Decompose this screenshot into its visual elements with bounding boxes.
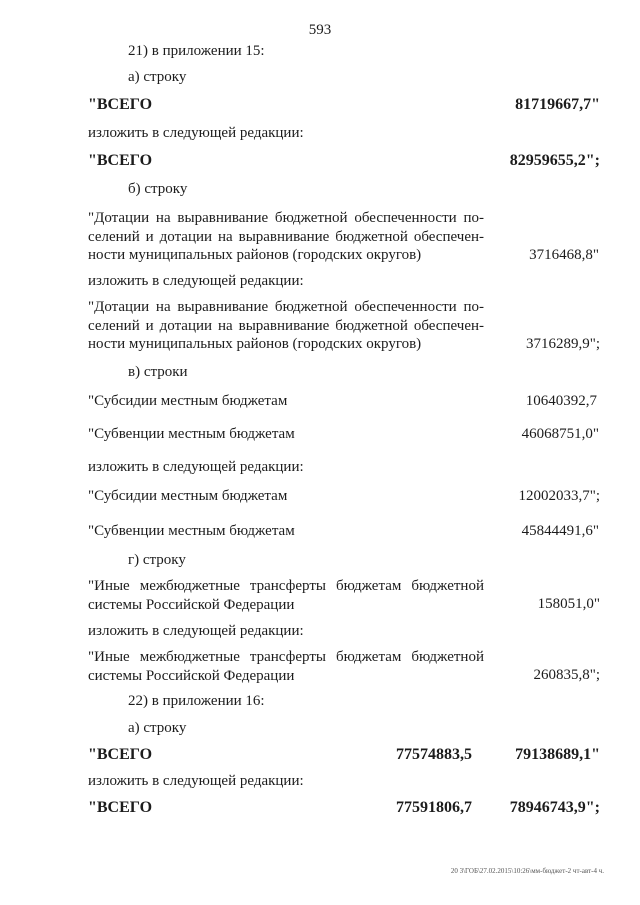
item22-a-new-value1: 77591806,7 <box>396 799 472 816</box>
item21-v-instruction: изложить в следующей редакции: <box>88 459 304 475</box>
item21-v-label: в) строки <box>128 364 188 380</box>
item21-v-old-subventions-label: "Субвенции местным бюджетам <box>88 426 295 442</box>
item22-a-old-value2: 79138689,1" <box>515 746 600 763</box>
item21-b-old-value: 3716468,8" <box>529 247 599 263</box>
item22-a-old-label: "ВСЕГО <box>88 746 153 763</box>
item21-v-new-subsidies-label: "Субсидии местным бюджетам <box>88 488 288 504</box>
item21-a-new-label: "ВСЕГО <box>88 152 153 169</box>
item21-v-new-subventions-value: 45844491,6" <box>521 523 599 539</box>
item21-b-label: б) строку <box>128 181 188 197</box>
item21-b-new-value: 3716289,9"; <box>525 336 600 352</box>
item21-a-old-value: 81719667,7" <box>515 96 600 113</box>
item21-heading: 21) в приложении 15: <box>128 43 265 59</box>
text-line: ности муниципальных районов (городских округов) <box>88 247 422 263</box>
page-number: 593 <box>308 22 332 38</box>
item21-a-new-value: 82959655,2"; <box>509 152 600 169</box>
item21-v-new-subsidies-value: 12002033,7"; <box>518 488 600 504</box>
item21-v-old-subsidies-value: 10640392,7 <box>525 393 597 409</box>
item21-a-instruction: изложить в следующей редакции: <box>88 125 304 141</box>
item21-v-new-subventions-label: "Субвенции местным бюджетам <box>88 523 295 539</box>
text-line: "Дотации на выравнивание бюджетной обеспеченности по- <box>88 299 484 315</box>
item21-a-old-label: "ВСЕГО <box>88 96 153 113</box>
item22-a-instruction: изложить в следующей редакции: <box>88 773 304 789</box>
footer-file-stamp: 20 3\ГОБ\27.02.2015\10:26\мм-бюджет-2 чт-авт-4 ч. <box>450 867 604 875</box>
item22-a-new-value2: 78946743,9"; <box>509 799 600 816</box>
item21-g-old-value: 158051,0" <box>537 596 600 612</box>
text-line: селений и дотации на выравнивание бюджетной обеспечен- <box>88 228 484 245</box>
item21-g-new-text <box>88 648 484 685</box>
item21-g-new-value: 260835,8"; <box>533 667 600 683</box>
item21-g-old-text <box>88 577 484 614</box>
text-line: "Иные межбюджетные трансферты бюджетам бюджетной <box>88 649 484 665</box>
item21-a-label: а) строку <box>128 69 187 85</box>
text-line: "Иные межбюджетные трансферты бюджетам бюджетной <box>88 578 484 594</box>
text-line: "Дотации на выравнивание бюджетной обеспеченности по- <box>88 210 484 226</box>
item21-v-old-subsidies-label: "Субсидии местным бюджетам <box>88 393 288 409</box>
item22-heading: 22) в приложении 16: <box>128 693 265 709</box>
text-line: селений и дотации на выравнивание бюджетной обеспечен- <box>88 317 484 334</box>
item22-a-label: а) строку <box>128 720 187 736</box>
text-line: системы Российской Федерации <box>88 667 295 684</box>
item22-a-new-label: "ВСЕГО <box>88 799 153 816</box>
item21-g-instruction: изложить в следующей редакции: <box>88 623 304 639</box>
text-line: ности муниципальных районов (городских округов) <box>88 336 422 352</box>
text-line: системы Российской Федерации <box>88 596 295 613</box>
item21-b-instruction: изложить в следующей редакции: <box>88 273 304 289</box>
item21-b-old-text <box>88 209 484 265</box>
item21-g-label: г) строку <box>128 552 186 568</box>
item21-b-new-text <box>88 298 484 354</box>
item22-a-old-value1: 77574883,5 <box>396 746 472 763</box>
item21-v-old-subventions-value: 46068751,0" <box>521 426 599 442</box>
